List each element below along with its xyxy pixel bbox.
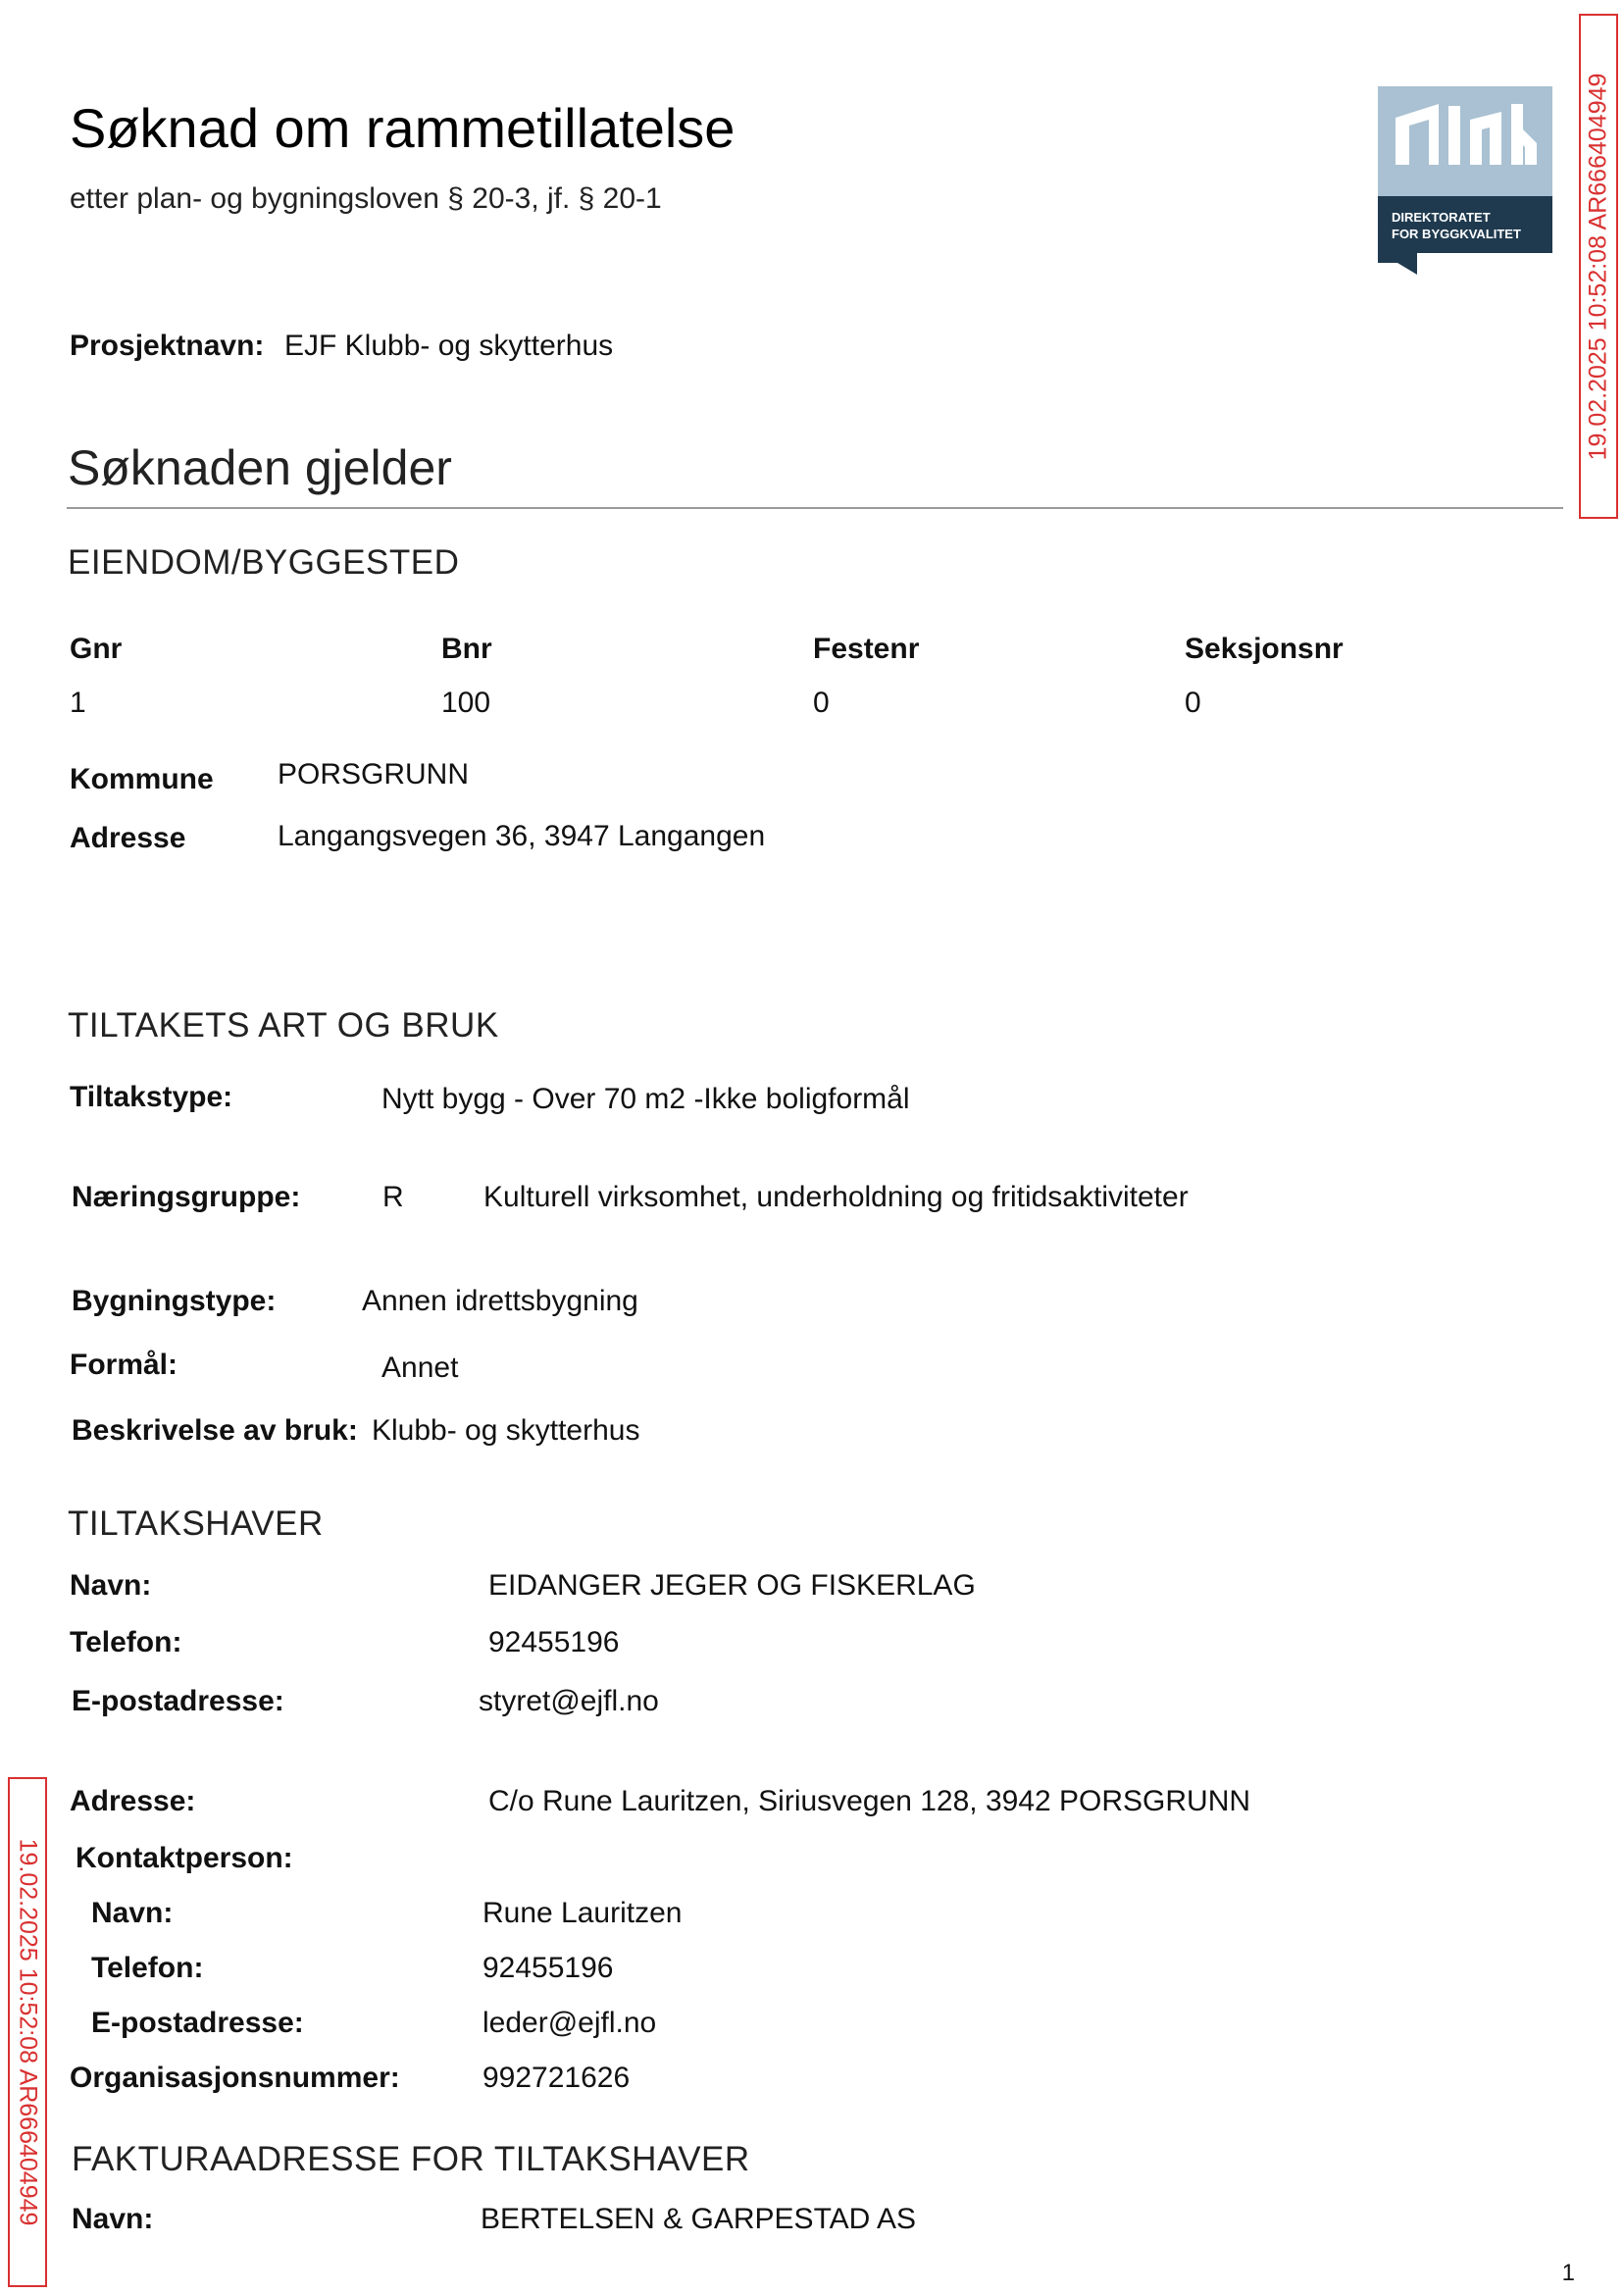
tiltakshaver-adresse-value: C/o Rune Lauritzen, Siriusvegen 128, 3942 PORSGRUNN [488, 1785, 1251, 1817]
kontakt-telefon-label: Telefon: [91, 1952, 204, 1984]
tiltakstype-value: Nytt bygg - Over 70 m2 -Ikke boligformål [381, 1083, 910, 1115]
bygningstype-value: Annen idrettsbygning [362, 1285, 638, 1317]
document-subtitle: etter plan- og bygningsloven § 20-3, jf. § 20-1 [70, 182, 662, 215]
dibk-logo [1378, 86, 1552, 275]
tiltakshaver-telefon-value: 92455196 [488, 1626, 620, 1658]
beskrivelse-value: Klubb- og skytterhus [372, 1414, 640, 1447]
naeringsgruppe-code: R [382, 1181, 404, 1213]
orgnr-label: Organisasjonsnummer: [70, 2062, 400, 2094]
kontakt-navn-value: Rune Lauritzen [482, 1897, 683, 1929]
formal-label: Formål: [70, 1349, 178, 1381]
festenr-label: Festenr [813, 633, 920, 665]
kontakt-telefon-value: 92455196 [482, 1952, 614, 1984]
tiltakstype-label: Tiltakstype: [70, 1081, 233, 1113]
gnr-value: 1 [70, 687, 86, 719]
orgnr-value: 992721626 [482, 2062, 631, 2094]
eiendom-heading: EIENDOM/BYGGESTED [68, 543, 460, 582]
tiltakshaver-navn-label: Navn: [70, 1569, 152, 1602]
tiltakshaver-epost-value: styret@ejfl.no [479, 1685, 659, 1717]
gnr-label: Gnr [70, 633, 123, 665]
logo-text-line2: FOR BYGGKVALITET [1392, 227, 1521, 241]
naeringsgruppe-label: Næringsgruppe: [72, 1181, 301, 1213]
stamp-text: 19.02.2025 10:52:08 AR666404949 [14, 1838, 42, 2226]
faktura-heading: FAKTURAADRESSE FOR TILTAKSHAVER [72, 2140, 750, 2178]
section-title: Søknaden gjelder [68, 440, 452, 495]
tiltakshaver-adresse-label: Adresse: [70, 1785, 196, 1817]
faktura-navn-label: Navn: [72, 2203, 154, 2235]
tiltakshaver-epost-label: E-postadresse: [72, 1685, 284, 1717]
page-number: 1 [1561, 2260, 1575, 2286]
project-name-label: Prosjektnavn: [70, 330, 265, 362]
kontakt-navn-label: Navn: [91, 1897, 174, 1929]
tiltakshaver-navn-value: EIDANGER JEGER OG FISKERLAG [488, 1569, 976, 1602]
logo-text-line1: DIREKTORATET [1392, 210, 1491, 225]
timestamp-stamp-right [1579, 14, 1618, 519]
faktura-navn-value: BERTELSEN & GARPESTAD AS [481, 2203, 917, 2235]
kommune-label: Kommune [70, 763, 214, 795]
timestamp-stamp-left [8, 1777, 47, 2287]
seksjonsnr-value: 0 [1185, 687, 1201, 719]
bnr-value: 100 [441, 687, 491, 719]
tiltak-heading: TILTAKETS ART OG BRUK [68, 1006, 499, 1045]
adresse-label: Adresse [70, 822, 186, 854]
festenr-value: 0 [813, 687, 830, 719]
project-name-value: EJF Klubb- og skytterhus [284, 330, 614, 362]
section-divider [67, 507, 1563, 509]
document-title: Søknad om rammetillatelse [70, 97, 736, 159]
adresse-value: Langangsvegen 36, 3947 Langangen [278, 820, 766, 852]
formal-value: Annet [381, 1351, 459, 1384]
naeringsgruppe-value: Kulturell virksomhet, underholdning og fritidsaktiviteter [483, 1181, 1189, 1213]
seksjonsnr-label: Seksjonsnr [1185, 633, 1344, 665]
tiltakshaver-heading: TILTAKSHAVER [68, 1504, 324, 1543]
bnr-label: Bnr [441, 633, 492, 665]
kommune-value: PORSGRUNN [278, 758, 470, 790]
tiltakshaver-telefon-label: Telefon: [70, 1626, 182, 1658]
kontakt-epost-value: leder@ejfl.no [482, 2007, 657, 2039]
kontakt-epost-label: E-postadresse: [91, 2007, 304, 2039]
beskrivelse-label: Beskrivelse av bruk: [72, 1414, 358, 1447]
kontaktperson-label: Kontaktperson: [76, 1842, 293, 1874]
stamp-text: 19.02.2025 10:52:08 AR666404949 [1584, 73, 1612, 460]
bygningstype-label: Bygningstype: [72, 1285, 277, 1317]
